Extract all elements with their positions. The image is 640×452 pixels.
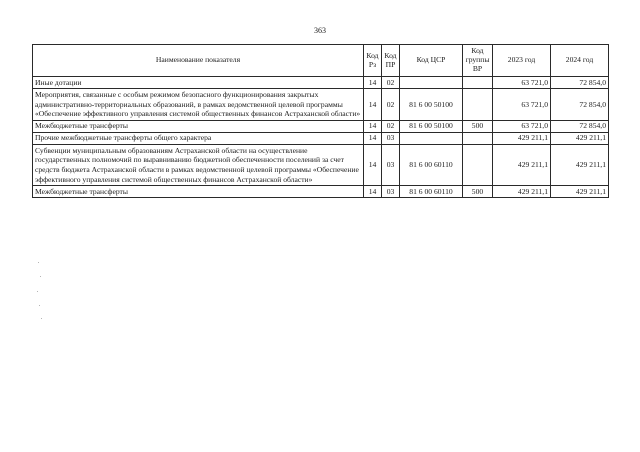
row-rz: 14 <box>364 186 382 198</box>
scan-speck <box>40 276 41 277</box>
scan-speck <box>39 305 40 306</box>
row-vr: 500 <box>463 186 493 198</box>
row-2024: 72 854,0 <box>551 120 609 132</box>
row-pr: 03 <box>382 186 400 198</box>
row-2024: 72 854,0 <box>551 77 609 89</box>
row-rz: 14 <box>364 89 382 121</box>
header-name: Наименование показателя <box>33 45 364 77</box>
row-rz: 14 <box>364 144 382 185</box>
row-2024: 429 211,1 <box>551 144 609 185</box>
row-pr: 02 <box>382 77 400 89</box>
row-name: Межбюджетные трансферты <box>33 120 364 132</box>
row-csr <box>400 77 463 89</box>
table-header-row <box>33 45 609 77</box>
row-vr <box>463 89 493 121</box>
header-csr: Код ЦСР <box>400 45 463 77</box>
table-row <box>33 186 609 198</box>
table-row <box>33 89 609 121</box>
row-2023: 429 211,1 <box>493 132 551 144</box>
table-row <box>33 120 609 132</box>
row-2023: 63 721,0 <box>493 77 551 89</box>
row-pr: 03 <box>382 132 400 144</box>
row-2023: 63 721,0 <box>493 89 551 121</box>
table-row <box>33 132 609 144</box>
row-2023: 429 211,1 <box>493 144 551 185</box>
scan-speck <box>37 291 38 292</box>
row-vr <box>463 132 493 144</box>
row-name: Межбюджетные трансферты <box>33 186 364 198</box>
scan-speck <box>41 318 42 319</box>
row-2024: 429 211,1 <box>551 186 609 198</box>
row-2024: 72 854,0 <box>551 89 609 121</box>
row-pr: 03 <box>382 144 400 185</box>
row-pr: 02 <box>382 89 400 121</box>
row-name: Субвенции муниципальным образованиям Астраханской области на осуществление государственных полномочий по выравниванию бюджетной обеспеченности поселений за счет средств бюджета Астраханской области в рамках ведомственной целевой программы «Обеспечение эффективного управления системой общественных финансов Астраханской области» <box>33 144 364 185</box>
row-2023: 429 211,1 <box>493 186 551 198</box>
row-csr: 81 6 00 50100 <box>400 89 463 121</box>
row-name: Прочие межбюджетные трансферты общего характера <box>33 132 364 144</box>
header-vr: Код группы ВР <box>463 45 493 77</box>
row-rz: 14 <box>364 132 382 144</box>
header-pr: Код ПР <box>382 45 400 77</box>
row-name: Иные дотации <box>33 77 364 89</box>
row-2024: 429 211,1 <box>551 132 609 144</box>
header-rz: Код Рз <box>364 45 382 77</box>
page-number: 363 <box>314 26 326 35</box>
header-2023: 2023 год <box>493 45 551 77</box>
row-csr: 81 6 00 60110 <box>400 186 463 198</box>
row-rz: 14 <box>364 77 382 89</box>
header-2024: 2024 год <box>551 45 609 77</box>
row-csr: 81 6 00 50100 <box>400 120 463 132</box>
row-rz: 14 <box>364 120 382 132</box>
row-vr <box>463 144 493 185</box>
scan-speck <box>38 262 39 263</box>
row-csr: 81 6 00 60110 <box>400 144 463 185</box>
row-vr: 500 <box>463 120 493 132</box>
row-csr <box>400 132 463 144</box>
row-pr: 02 <box>382 120 400 132</box>
row-vr <box>463 77 493 89</box>
budget-table <box>32 44 609 198</box>
row-2023: 63 721,0 <box>493 120 551 132</box>
table-row <box>33 144 609 185</box>
row-name: Мероприятия, связанные с особым режимом безопасного функционирования закрытых административно-территориальных образований, в рамках ведомственной целевой программы «Обеспечение эффективного управления системой общественных финансов Астраханской области» <box>33 89 364 121</box>
table-row <box>33 77 609 89</box>
